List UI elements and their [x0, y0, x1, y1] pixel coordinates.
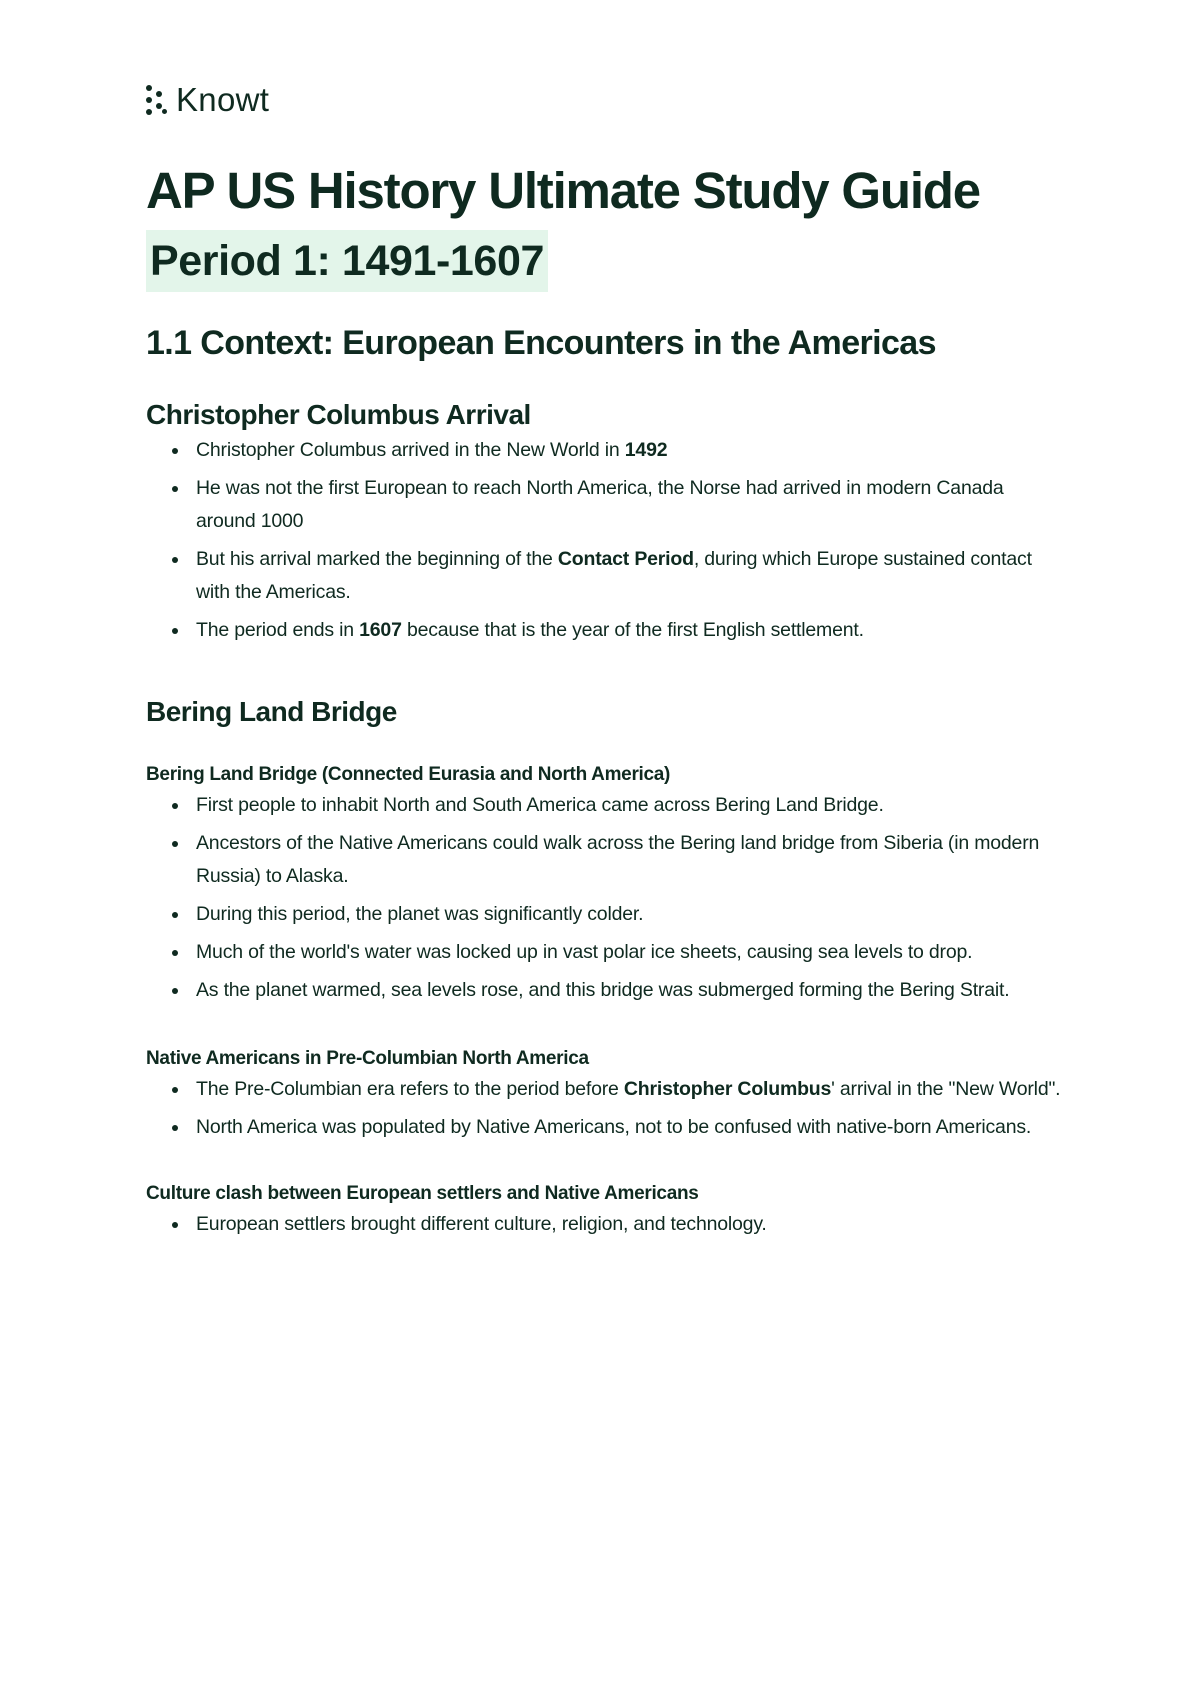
logo-text: Knowt: [176, 81, 270, 118]
list-item: European settlers brought different culture, religion, and technology.: [146, 1208, 1066, 1241]
bullet-dot-icon: [172, 841, 178, 847]
list-item: The period ends in 1607 because that is the year of the first English settlement.: [146, 614, 1066, 647]
columbus-heading: Christopher Columbus Arrival: [146, 399, 531, 430]
bullet-dot-icon: [172, 1222, 178, 1228]
natives-subheading: Native Americans in Pre-Columbian North America: [146, 1048, 589, 1069]
knowt-dots-logo-icon: [146, 83, 168, 117]
bullet-dot-icon: [172, 988, 178, 994]
list-item: During this period, the planet was significantly colder.: [146, 898, 1066, 931]
bullet-dot-icon: [172, 803, 178, 809]
bering-subheading: Bering Land Bridge (Connected Eurasia and North America): [146, 764, 671, 785]
list-item: North America was populated by Native Americans, not to be confused with native-born Americans.: [146, 1111, 1066, 1144]
bullet-dot-icon: [172, 448, 178, 454]
list-item: First people to inhabit North and South America came across Bering Land Bridge.: [146, 789, 1066, 822]
list-item: Much of the world's water was locked up in vast polar ice sheets, causing sea levels to drop.: [146, 936, 1066, 969]
section-heading: 1.1 Context: European Encounters in the Americas: [146, 324, 936, 362]
list-item: As the planet warmed, sea levels rose, and this bridge was submerged forming the Bering Strait.: [146, 974, 1066, 1007]
natives-bullet-list: [146, 1073, 1066, 1144]
bullet-dot-icon: [172, 950, 178, 956]
document-title: AP US History Ultimate Study Guide: [146, 162, 980, 219]
period-heading: Period 1: 1491-1607: [146, 230, 548, 292]
list-item: The Pre-Columbian era refers to the period before Christopher Columbus' arrival in the "New World".: [146, 1073, 1066, 1106]
bullet-dot-icon: [172, 1125, 178, 1131]
bullet-dot-icon: [172, 628, 178, 634]
knowt-logo[interactable]: [146, 78, 1066, 122]
document-page: [146, 78, 1066, 1246]
columbus-bullet-list: [146, 434, 1066, 647]
bullet-dot-icon: [172, 557, 178, 563]
list-item: Ancestors of the Native Americans could walk across the Bering land bridge from Siberia (in modern Russia) to Alaska.: [146, 827, 1066, 893]
bullet-dot-icon: [172, 1087, 178, 1093]
list-item: But his arrival marked the beginning of the Contact Period, during which Europe sustained contact with the Americas.: [146, 543, 1066, 609]
bullet-dot-icon: [172, 912, 178, 918]
bering-heading: Bering Land Bridge: [146, 696, 397, 727]
culture-bullet-list: [146, 1208, 1066, 1241]
bering-bullet-list: [146, 789, 1066, 1007]
bullet-dot-icon: [172, 486, 178, 492]
list-item: Christopher Columbus arrived in the New World in 1492: [146, 434, 1066, 467]
culture-subheading: Culture clash between European settlers and Native Americans: [146, 1183, 699, 1204]
list-item: He was not the first European to reach North America, the Norse had arrived in modern Canada around 1000: [146, 472, 1066, 538]
